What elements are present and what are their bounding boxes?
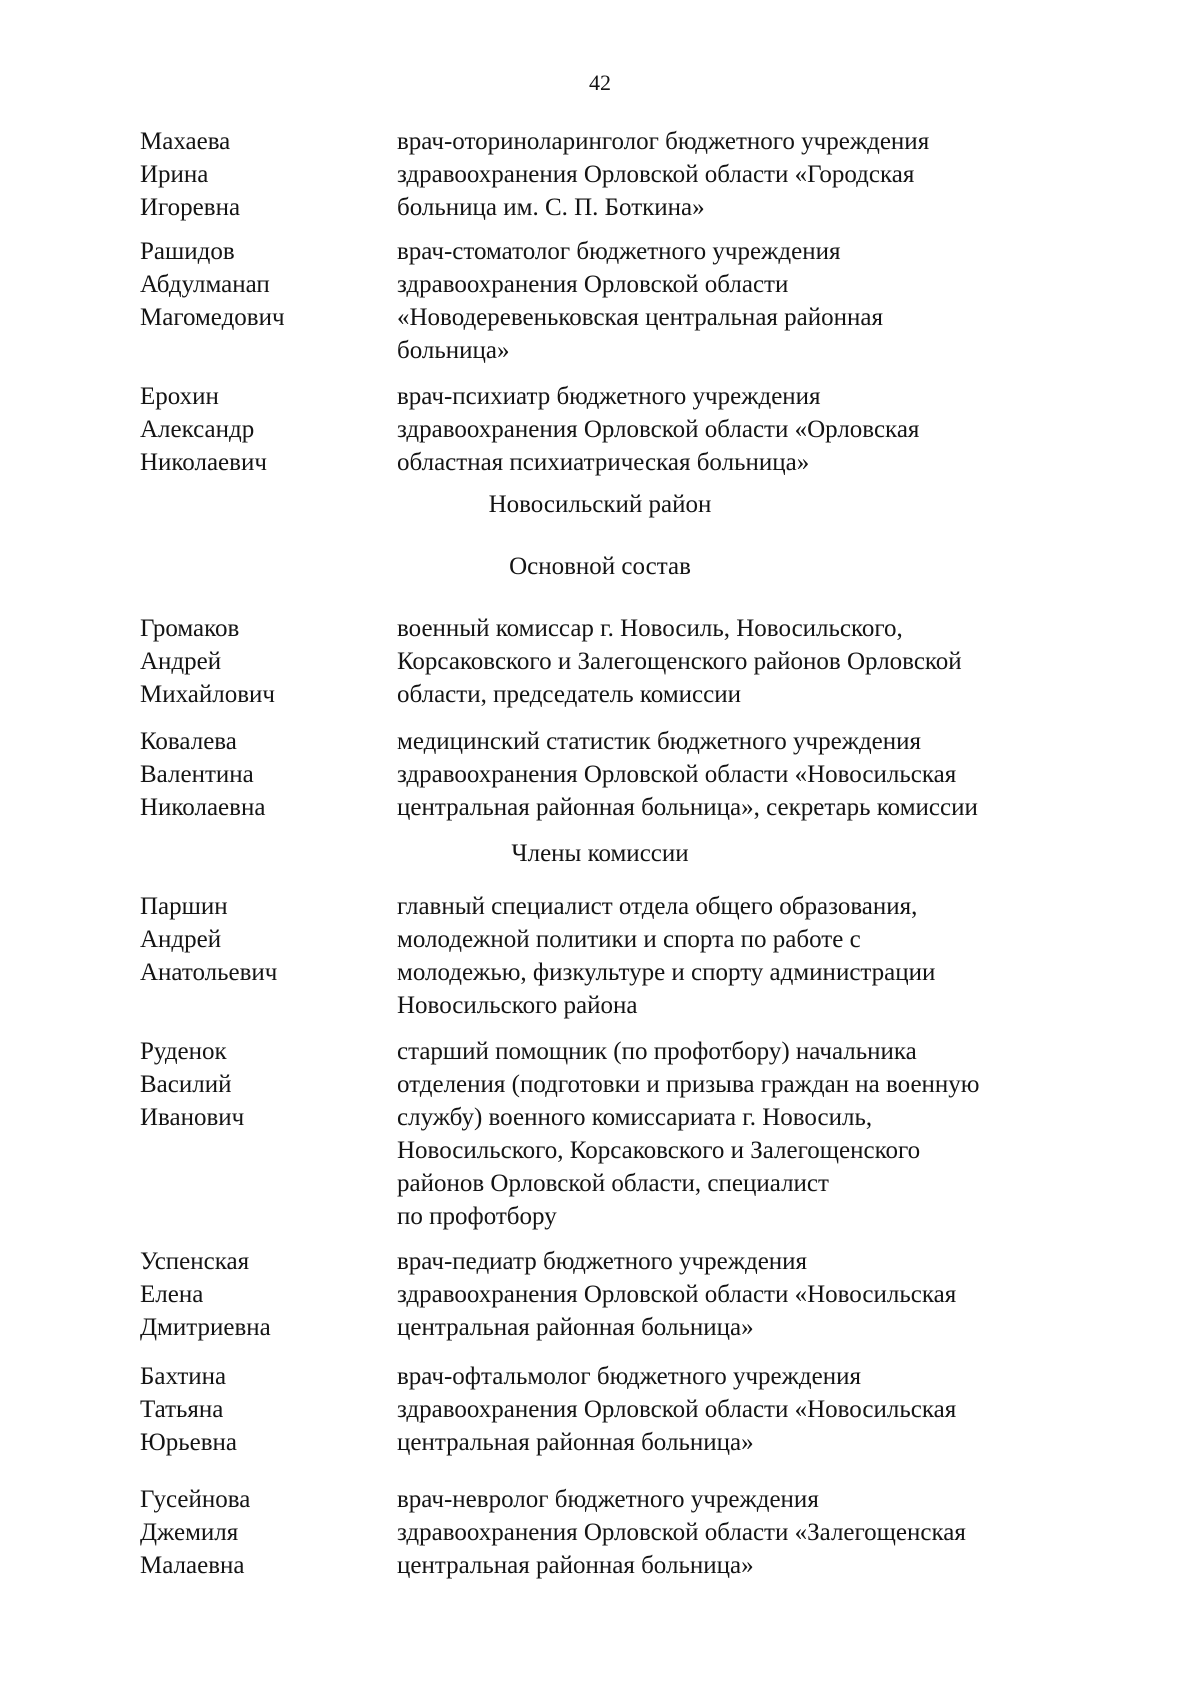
person-name: Громаков Андрей Михайлович xyxy=(140,615,275,708)
person-role: старший помощник (по профотбору) начальника отделения (подготовки и призыва граждан на военную службу) военного комиссариата г. Новосиль, Новосильского, Корсаковского и Залегощенского районов Орловской области, специалист по профотбору xyxy=(397,1038,980,1230)
person-role: главный специалист отдела общего образования, молодежной политики и спорта по работе с молодежью, физкультуре и спорту администрации Новосильского района xyxy=(397,893,936,1019)
person-role: врач-офтальмолог бюджетного учреждения здравоохранения Орловской области «Новосильская центральная районная больница» xyxy=(397,1363,957,1456)
main-composition-heading: Основной состав xyxy=(509,553,691,580)
person-name: Рашидов Абдулманап Магомедович xyxy=(140,238,285,331)
page-number: 42 xyxy=(589,70,611,95)
person-name: Бахтина Татьяна Юрьевна xyxy=(140,1363,237,1456)
person-name: Паршин Андрей Анатольевич xyxy=(140,893,278,986)
person-role: медицинский статистик бюджетного учреждения здравоохранения Орловской области «Новосильская центральная районная больница», секретарь комиссии xyxy=(397,728,978,821)
person-name: Гусейнова Джемиля Малаевна xyxy=(140,1486,251,1579)
person-role: врач-невролог бюджетного учреждения здравоохранения Орловской области «Залегощенская центральная районная больница» xyxy=(397,1486,966,1579)
person-name: Махаева Ирина Игоревна xyxy=(140,128,241,221)
members-heading: Члены комиссии xyxy=(511,840,689,867)
person-role: врач-психиатр бюджетного учреждения здравоохранения Орловской области «Орловская областная психиатрическая больница» xyxy=(397,383,920,476)
person-role: врач-оториноларинголог бюджетного учреждения здравоохранения Орловской области «Городская больница им. С. П. Боткина» xyxy=(397,128,930,221)
person-role: врач-педиатр бюджетного учреждения здравоохранения Орловской области «Новосильская центральная районная больница» xyxy=(397,1248,957,1341)
person-role: военный комиссар г. Новосиль, Новосильского, Корсаковского и Залегощенского районов Орловской области, председатель комиссии xyxy=(397,615,962,708)
person-name: Ковалева Валентина Николаевна xyxy=(140,728,266,821)
section-title: Новосильский район xyxy=(488,491,712,518)
person-name: Успенская Елена Дмитриевна xyxy=(140,1248,271,1341)
person-name: Ерохин Александр Николаевич xyxy=(140,383,267,476)
person-name: Руденок Василий Иванович xyxy=(140,1038,245,1131)
person-role: врач-стоматолог бюджетного учреждения здравоохранения Орловской области «Новодеревеньковская центральная районная больница» xyxy=(397,238,883,364)
